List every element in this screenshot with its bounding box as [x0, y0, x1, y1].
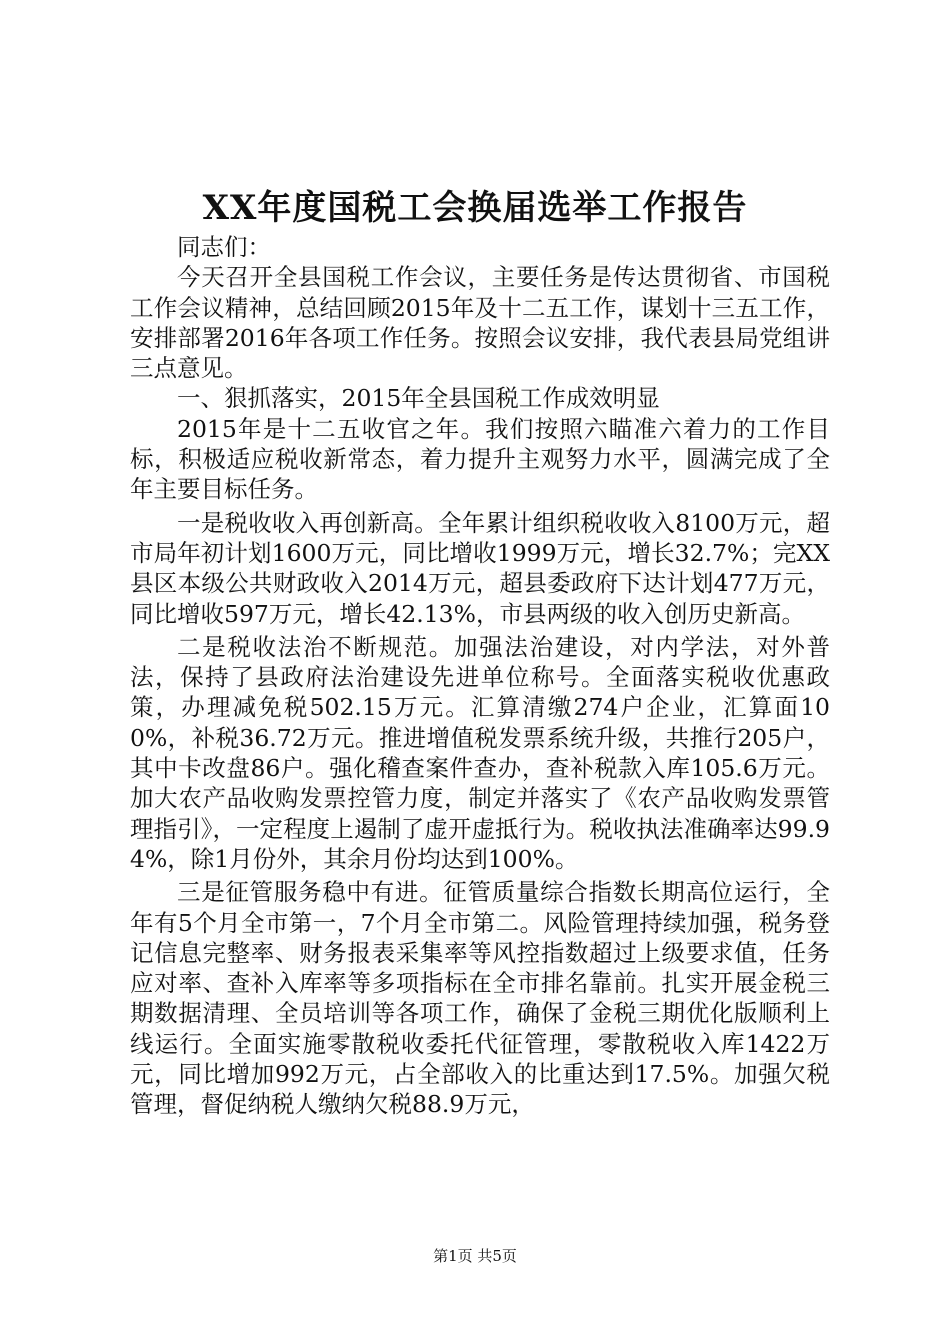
collection-service-paragraph: 三是征管服务稳中有进。征管质量综合指数长期高位运行，全年有5个月全市第一，7个月全市第二。风险管理持续加强，税务登记信息完整率、财务报表采集率等风控指数超过上级要求值，任务应对率、查补入库率等多项指标在全市排名靠前。扎实开展金税三期数据清理、全员培训等各项工作，确保了金税三期优化版顺利上线运行。全面实施零散税收委托代征管理，零散税收入库1422万元，同比增加992万元，占全部收入的比重达到17.5%。加强欠税管理，督促纳税人缴纳欠税88.9万元，: [130, 878, 830, 1119]
intro-paragraph: 今天召开全县国税工作会议，主要任务是传达贯彻省、市国税工作会议精神，总结回顾2015年及十二五工作，谋划十三五工作，安排部署2016年各项工作任务。按照会议安排，我代表县局党组讲三点意见。: [130, 263, 830, 383]
document-body: [130, 232, 830, 1120]
page-footer: 第1页 共5页: [433, 1247, 517, 1265]
rule-of-law-paragraph: 二是税收法治不断规范。加强法治建设，对内学法，对外普法，保持了县政府法治建设先进单位称号。全面落实税收优惠政策，办理减免税502.15万元。汇算清缴274户企业，汇算面100%，补税36.72万元。推进增值税发票系统升级，共推行205户，其中卡改盘86户。强化稽查案件查办，查补税款入库105.6万元。加大农产品收购发票控管力度，制定并落实了《农产品收购发票管理指引》，一定程度上遏制了虚开虚抵行为。税收执法准确率达99.94%，除1月份外，其余月份均达到100%。: [130, 632, 830, 873]
document-title: XX年度国税工会换届选举工作报告: [202, 188, 748, 228]
salutation-paragraph: 同志们：: [177, 233, 271, 261]
section-heading: 一、狠抓落实，2015年全县国税工作成效明显: [177, 384, 660, 413]
summary-paragraph: 2015年是十二五收官之年。我们按照六瞄准六着力的工作目标，积极适应税收新常态，着力提升主观努力水平，圆满完成了全年主要目标任务。: [130, 414, 830, 504]
revenue-paragraph: 一是税收收入再创新高。全年累计组织税收收入8100万元，超市局年初计划1600万元，同比增收1999万元，增长32.7%；完XX县区本级公共财政收入2014万元，超县委政府下达计划477万元，同比增收597万元，增长42.13%，市县两级的收入创历史新高。: [130, 508, 830, 628]
